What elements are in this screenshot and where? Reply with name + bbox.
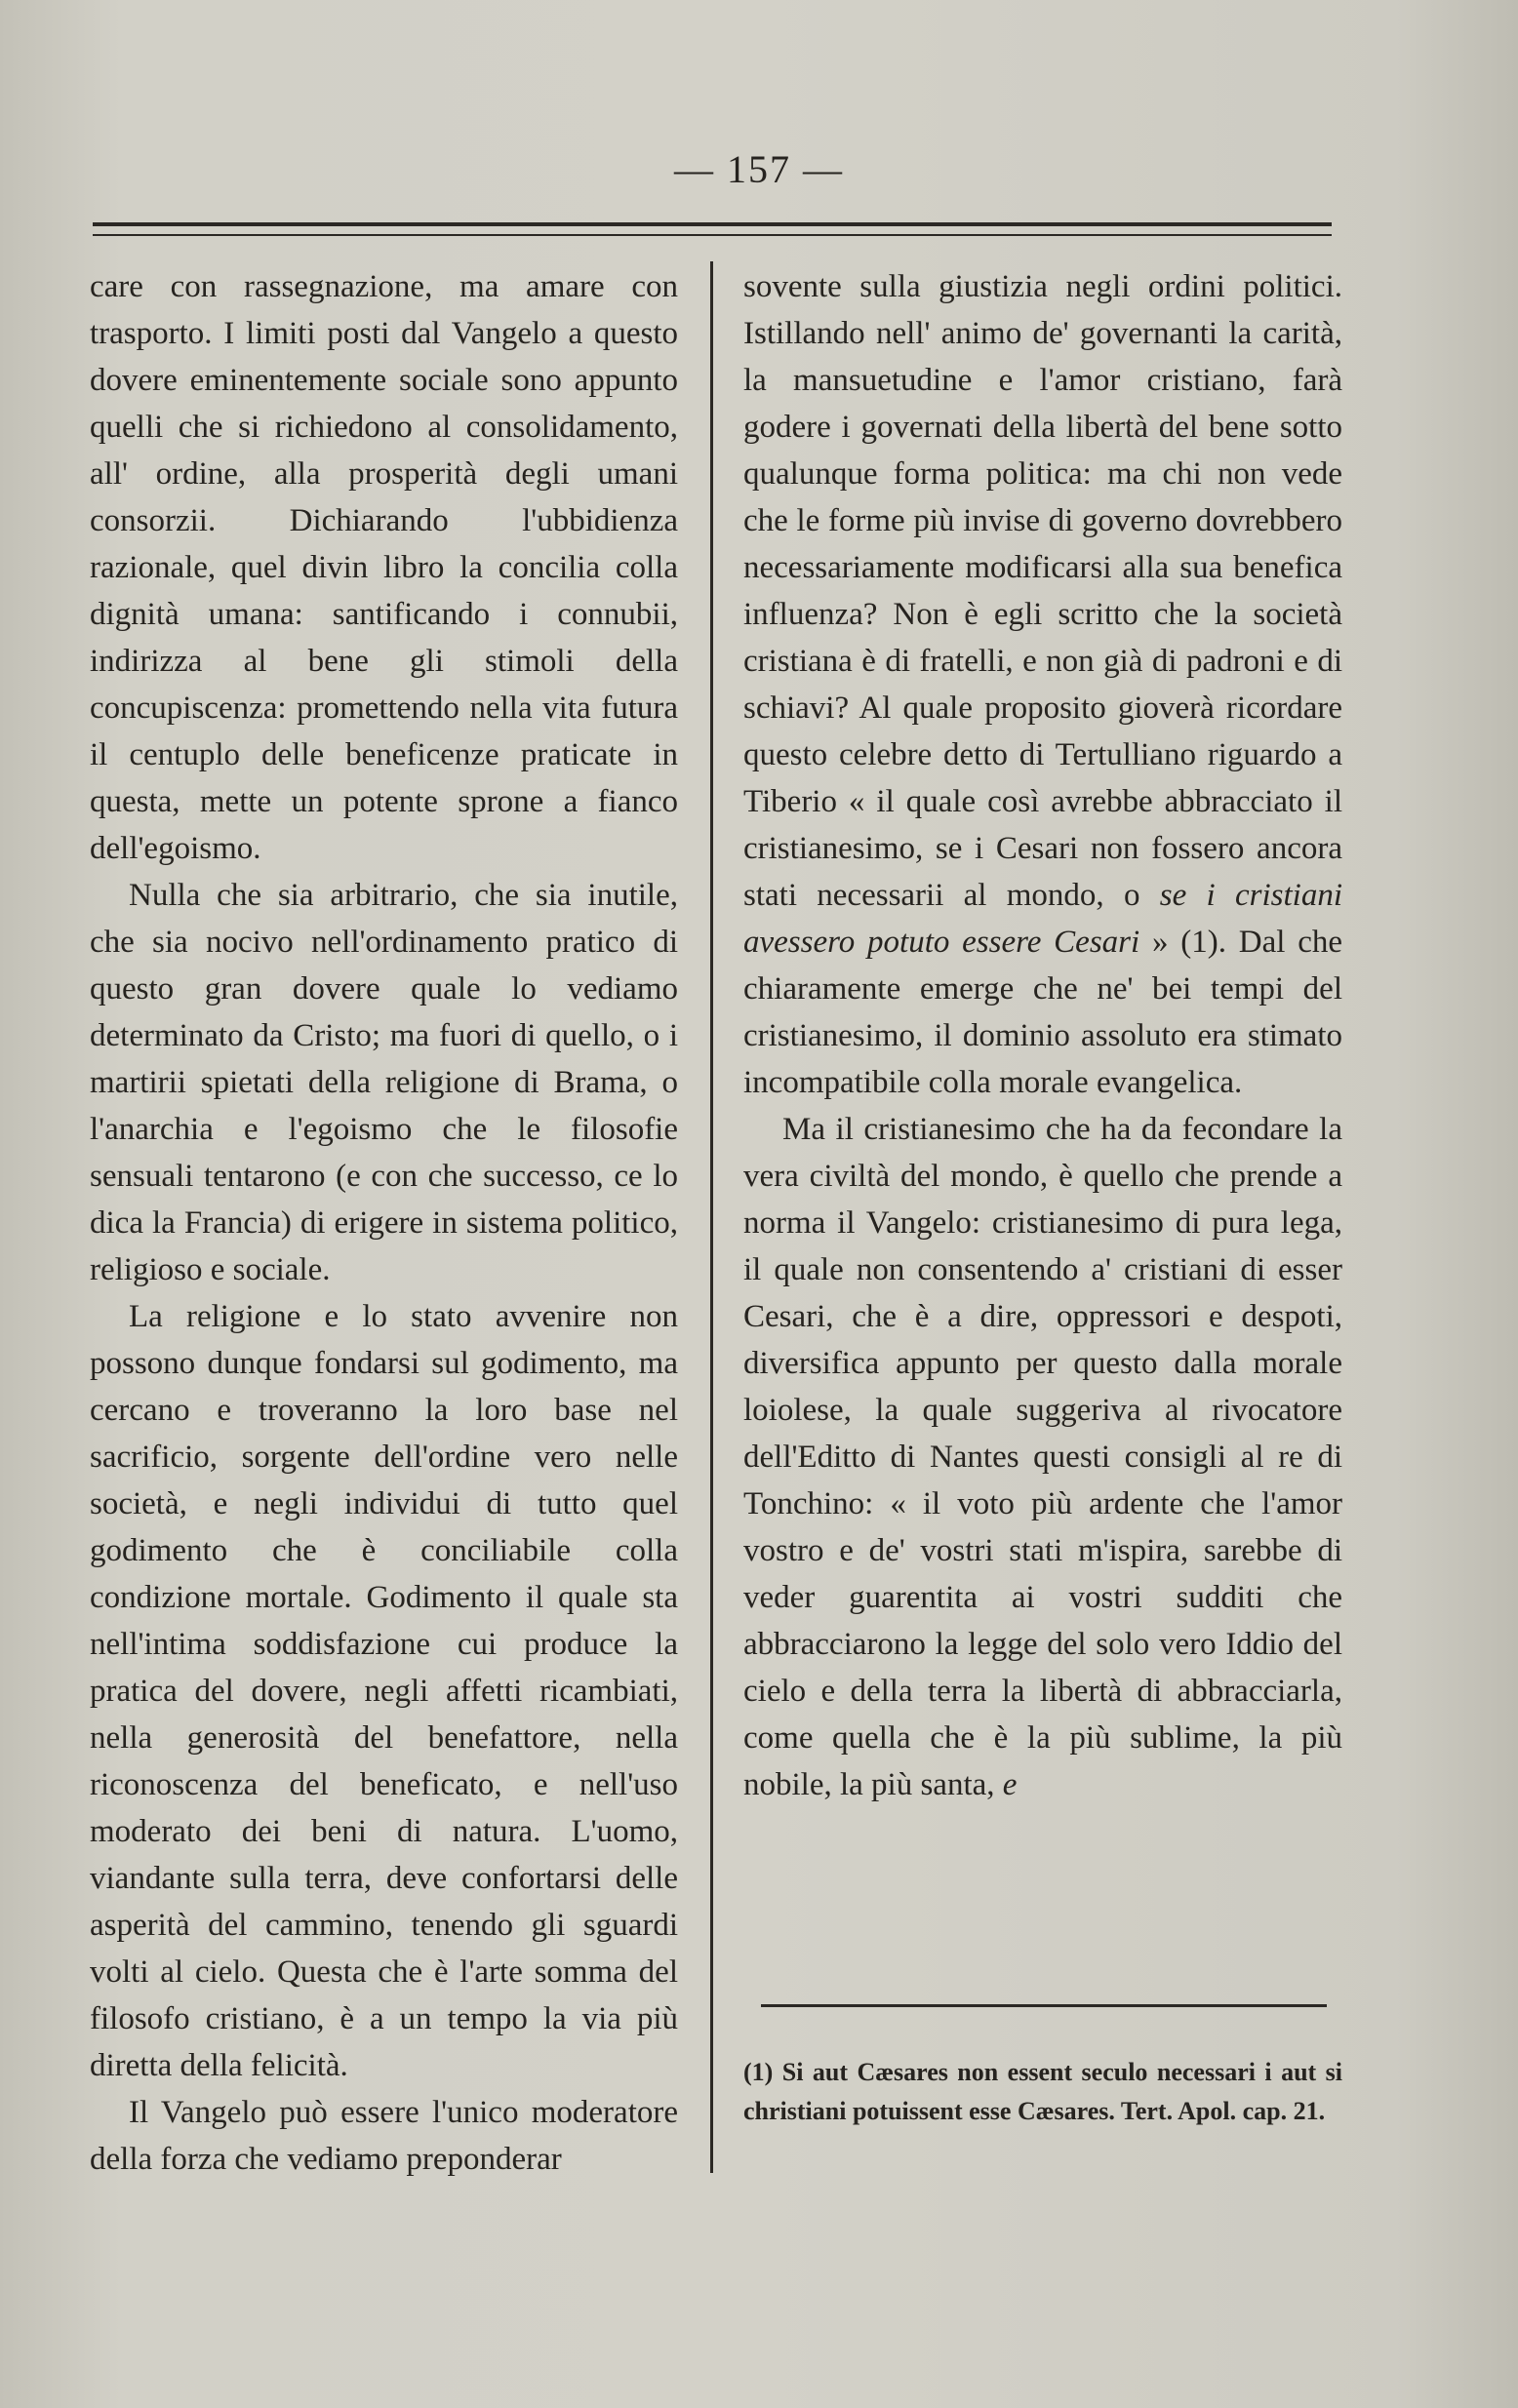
paragraph: care con rassegnazione, ma amare con trasporto. I limiti posti dal Vangelo a questo dovere eminentemente sociale sono appunto quelli che si richiedono al consolidamento, all' ordine, alla prosperità degli umani consorzii. Dichiarando l'ubbidienza razionale, quel divin libro la concilia colla dignità umana: santificando i connubii, indirizza al bene gli stimoli della concupiscenza: promettendo nella vita futura il centuplo delle beneficenze praticate in questa, mette un potente sprone a fianco dell'egoismo. [90,269,678,866]
header-rule-thin [93,234,1332,236]
paragraph [743,1106,1342,1808]
footnote-rule [761,2004,1327,2007]
footnote: (1) Si aut Cæsares non essent seculo necessari i aut si christiani potuissent esse Cæsares. Tert. Apol. cap. 21. [743,2058,1342,2125]
paragraph: Nulla che sia arbitrario, che sia inutile, che sia nocivo nell'ordinamento pratico di questo gran dovere quale lo vediamo determinato da Cristo; ma fuori di quello, o i martirii spietati della religione di Brama, o l'anarchia e l'egoismo che le filosofie sensuali tentarono (e con che successo, ce lo dica la Francia) di erigere in sistema politico, religioso e sociale. [90,878,678,1287]
page-number: — 157 — [674,147,844,191]
paragraph: La religione e lo stato avvenire non possono dunque fondarsi sul godimento, ma cercano e troveranno la loro base nel sacrificio, sorgente dell'ordine vero nelle società, e negli individui di tutto quel godimento che è conciliabile colla condizione mortale. Godimento il quale sta nell'intima soddisfazione cui produce la pratica del dovere, negli affetti ricambiati, nella generosità del benefattore, nella riconoscenza del beneficato, e nell'uso moderato dei beni di natura. L'uomo, viandante sulla terra, deve confortarsi delle asperità del cammino, tenendo gli sguardi volti al cielo. Questa che è l'arte somma del filosofo cristiano, è a un tempo la via più diretta della felicità. [90,1299,678,2083]
italic-quote: se i cristiani avessero potuto essere Cesari [743,878,1343,960]
column-divider [710,261,713,2173]
header-rule [93,222,1332,226]
paragraph [743,263,1342,1106]
right-column [743,263,1342,1808]
left-column [90,263,678,2183]
text-run: » (1). Dal che chiaramente emerge che ne' bei tempi del cristianesimo, il dominio assoluto era stimato incompatibile colla morale evangelica. [743,925,1343,1100]
paragraph: Il Vangelo può essere l'unico moderatore della forza che vediamo preponderar [90,2095,678,2177]
italic-word: e [1002,1767,1018,1802]
text-run: sovente sulla giustizia negli ordini politici. Istillando nell' animo de' governanti la carità, la mansuetudine e l'amor cristiano, farà godere i governati della libertà del bene sotto qualunque forma politica: ma chi non vede che le forme più invise di governo dovrebbero necessariamente modificarsi alla sua benefica influenza? Non è egli scritto che la società cristiana è di fratelli, e non già di padroni e di schiavi? Al quale proposito gioverà ricordare questo celebre detto di Tertulliano riguardo a Tiberio « il quale così avrebbe abbracciato il cristianesimo, se i Cesari non fossero ancora stati necessarii al mondo, o [743,269,1342,913]
text-run: Ma il cristianesimo che ha da fecondare la vera civiltà del mondo, è quello che prende a norma il Vangelo: cristianesimo di pura lega, il quale non consentendo a' cristiani di esser Cesari, che è a dire, oppressori e despoti, diversifica appunto per questo dalla morale loiolese, la quale suggeriva al rivocatore dell'Editto di Nantes questi consigli al re di Tonchino: « il voto più ardente che l'amor vostro e de' vostri stati m'ispira, sarebbe di veder guarentita ai vostri sudditi che abbracciarono la legge del solo vero Iddio del cielo e della terra la libertà di abbracciarla, come quella che è la più sublime, la più nobile, la più santa, [743,1112,1342,1802]
